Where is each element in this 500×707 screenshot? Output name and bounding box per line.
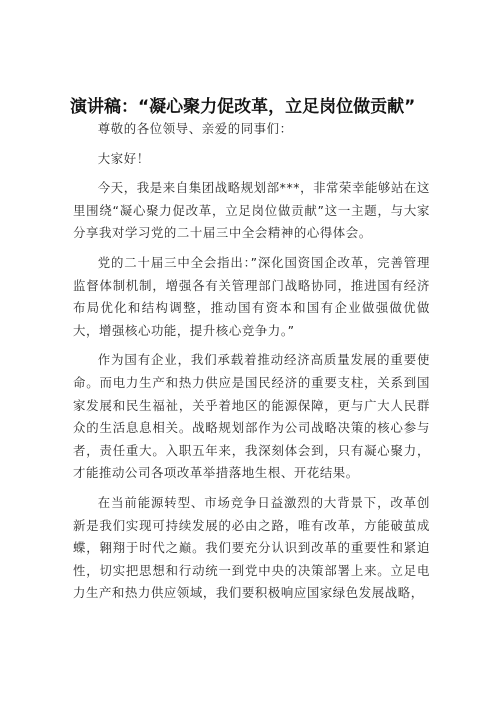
paragraph: 今天，我是来自集团战略规划部***，非常荣幸能够站在这里围绕“凝心聚力促改革，立足岗位做贡献”这一主题，与大家分享我对学习党的二十届三中全会精神的心得体会。 <box>73 180 430 241</box>
paragraph: 在当前能源转型、市场竞争日益激烈的大背景下，改革创新是我们实现可持续发展的必由之路，唯有改革，方能破茧成蝶，翱翔于时代之巅。我们要充分认识到改革的重要性和紧迫性，切实把思想和行动统一到党中央的决策部署上来。立足电力生产和热力供应领域，我们要积极响应国家绿色发展战略， <box>73 494 430 601</box>
document-title: 演讲稿：“凝心聚力促改革，立足岗位做贡献” <box>70 97 416 117</box>
document-body <box>73 118 430 612</box>
paragraph: 党的二十届三中全会指出：”深化国资国企改革，完善管理监督体制机制，增强各有关管理部门战略协同，推进国有经济布局优化和结构调整，推动国有资本和国有企业做强做优做大，增强核心功能，提升核心竞争力。” <box>73 254 430 338</box>
paragraph: 作为国有企业，我们承载着推动经济高质量发展的重要使命。而电力生产和热力供应是国民经济的重要支柱，关系到国家发展和民生福祉，关乎着地区的能源保障，更与广大人民群众的生活息息相关。战略规划部作为公司战略决策的核心参与者，责任重大。入职五年来，我深刻体会到，只有凝心聚力，才能推动公司各项改革举措落地生根、开花结果。 <box>73 352 430 481</box>
greeting: 大家好！ <box>97 150 150 166</box>
salutation: 尊敬的各位领导、亲爱的同事们： <box>97 121 293 136</box>
